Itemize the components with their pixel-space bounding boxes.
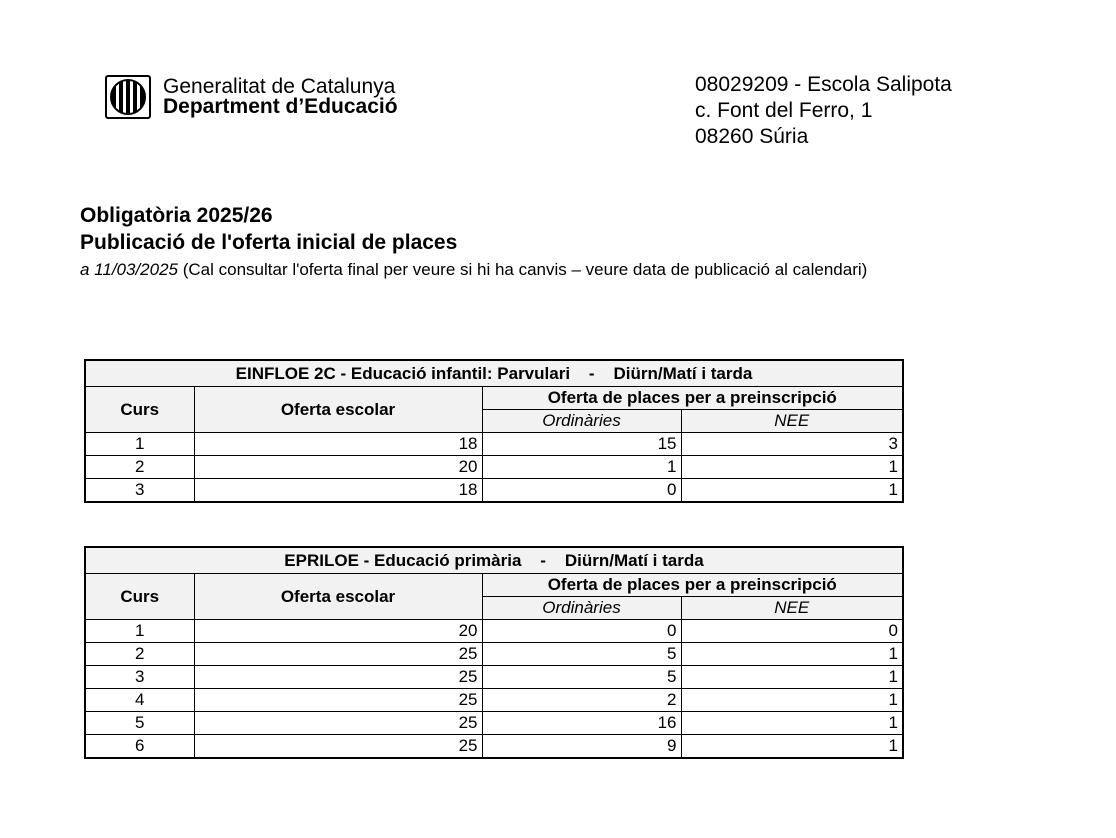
cell-oferta-escolar: 25 xyxy=(194,689,482,712)
note-text: (Cal consultar l'oferta final per veure si hi ha canvis – veure data de publicació al calendari) xyxy=(182,260,868,279)
cell-oferta-escolar: 25 xyxy=(194,712,482,735)
cell-ordinaries: 15 xyxy=(482,433,681,456)
table-row xyxy=(85,712,903,735)
page-title: Obligatòria 2025/26 xyxy=(80,204,273,227)
table-row xyxy=(85,620,903,643)
table-row xyxy=(85,689,903,712)
table-row xyxy=(85,735,903,759)
cell-nee: 1 xyxy=(681,735,903,759)
table-row xyxy=(85,479,903,503)
table-row xyxy=(85,433,903,456)
header-preinscripcio: Oferta de places per a preinscripció xyxy=(482,574,903,597)
table-title: EPRILOE - Educació primària - Diürn/Matí i tarda xyxy=(85,547,903,574)
cell-oferta-escolar: 25 xyxy=(194,735,482,759)
header-nee: NEE xyxy=(681,597,903,620)
school-address xyxy=(695,72,952,150)
publication-note xyxy=(80,258,867,282)
cell-ordinaries: 9 xyxy=(482,735,681,759)
cell-curs: 3 xyxy=(85,479,194,503)
school-street: c. Font del Ferro, 1 xyxy=(695,99,873,122)
cell-ordinaries: 1 xyxy=(482,456,681,479)
cell-ordinaries: 0 xyxy=(482,620,681,643)
page-subtitle: Publicació de l'oferta inicial de places xyxy=(80,231,458,254)
cell-nee: 1 xyxy=(681,456,903,479)
header-oferta-escolar: Oferta escolar xyxy=(194,574,482,620)
cell-oferta-escolar: 20 xyxy=(194,620,482,643)
table-infantil xyxy=(84,359,904,503)
cell-curs: 3 xyxy=(85,666,194,689)
header-curs: Curs xyxy=(85,387,194,433)
cell-nee: 0 xyxy=(681,620,903,643)
cell-nee: 1 xyxy=(681,643,903,666)
cell-ordinaries: 5 xyxy=(482,643,681,666)
table-primaria xyxy=(84,546,904,759)
table-row xyxy=(85,643,903,666)
logo-line1: Generalitat de Catalunya xyxy=(163,75,396,98)
header-nee: NEE xyxy=(681,410,903,433)
header-preinscripcio: Oferta de places per a preinscripció xyxy=(482,387,903,410)
cell-ordinaries: 0 xyxy=(482,479,681,503)
cell-curs: 6 xyxy=(85,735,194,759)
cell-nee: 3 xyxy=(681,433,903,456)
cell-curs: 1 xyxy=(85,433,194,456)
table-row xyxy=(85,666,903,689)
header-ordinaries: Ordinàries xyxy=(482,597,681,620)
generalitat-seal-icon xyxy=(105,75,151,119)
cell-nee: 1 xyxy=(681,712,903,735)
header-oferta-escolar: Oferta escolar xyxy=(194,387,482,433)
cell-nee: 1 xyxy=(681,666,903,689)
table-title: EINFLOE 2C - Educació infantil: Parvulari - Diürn/Matí i tarda xyxy=(85,360,903,387)
cell-ordinaries: 16 xyxy=(482,712,681,735)
cell-oferta-escolar: 18 xyxy=(194,479,482,503)
cell-oferta-escolar: 25 xyxy=(194,643,482,666)
cell-curs: 4 xyxy=(85,689,194,712)
cell-ordinaries: 2 xyxy=(482,689,681,712)
school-city: 08260 Súria xyxy=(695,125,809,148)
cell-curs: 2 xyxy=(85,456,194,479)
logo xyxy=(105,75,398,119)
heading xyxy=(80,202,867,282)
cell-oferta-escolar: 20 xyxy=(194,456,482,479)
cell-curs: 2 xyxy=(85,643,194,666)
cell-nee: 1 xyxy=(681,479,903,503)
cell-curs: 5 xyxy=(85,712,194,735)
cell-nee: 1 xyxy=(681,689,903,712)
header-ordinaries: Ordinàries xyxy=(482,410,681,433)
cell-oferta-escolar: 18 xyxy=(194,433,482,456)
cell-curs: 1 xyxy=(85,620,194,643)
publication-date: a 11/03/2025 xyxy=(80,260,178,279)
cell-ordinaries: 5 xyxy=(482,666,681,689)
logo-line2: Department d’Educació xyxy=(163,95,398,118)
cell-oferta-escolar: 25 xyxy=(194,666,482,689)
school-code-name: 08029209 - Escola Salipota xyxy=(695,73,952,96)
table-row xyxy=(85,456,903,479)
header-curs: Curs xyxy=(85,574,194,620)
